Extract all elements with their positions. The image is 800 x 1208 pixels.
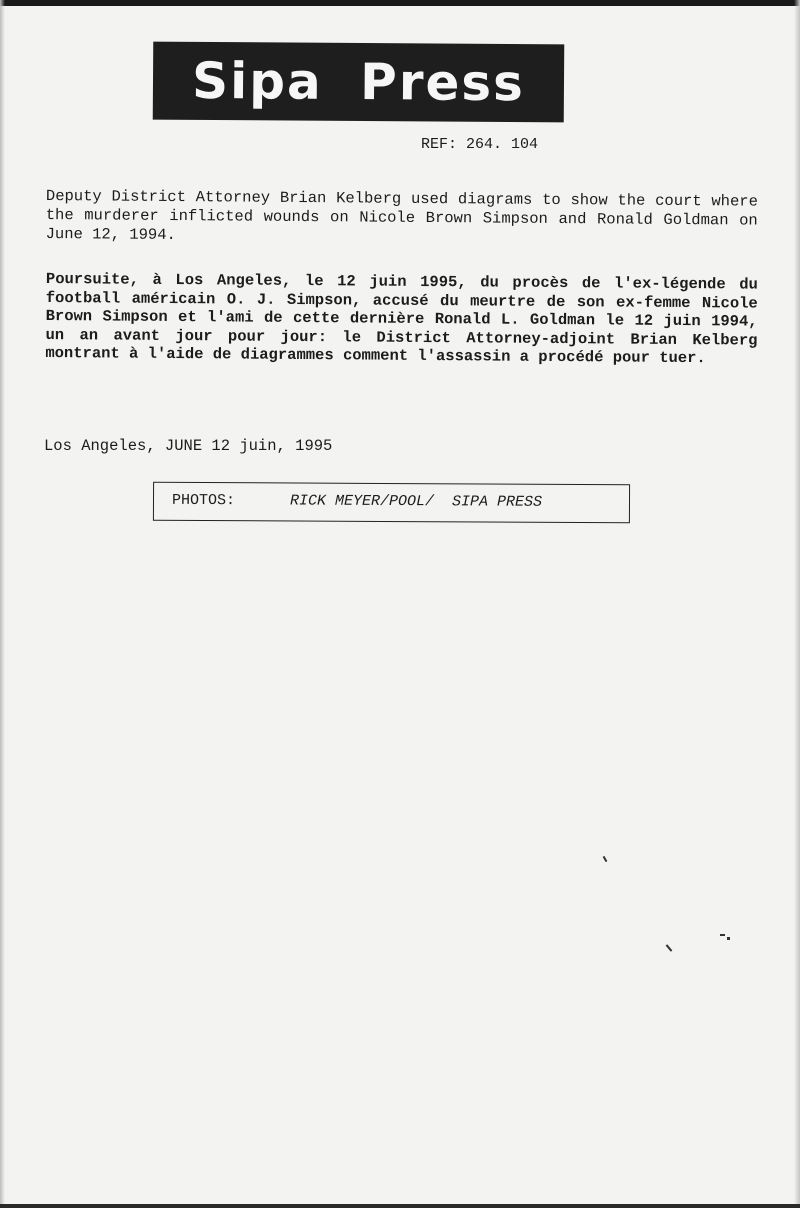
sipa-press-logo: [153, 42, 565, 123]
dateline: Los Angeles, JUNE 12 juin, 1995: [44, 437, 333, 455]
caption-french: Poursuite, à Los Angeles, le 12 juin 1995, du procès de l'ex-légende du football américain O. J. Simpson, accusé du meurtre de son ex-femme Nicole Brown Simpson et l'ami de cette dernière Ronald L. Goldman le 12 juin 1994, un an avant jour pour jour: le District Attorney-adjoint Brian Kelberg montrant à l'aide de diagrammes comment l'assassin a procédé pour tuer.: [45, 270, 758, 368]
caption-english: Deputy District Attorney Brian Kelberg used diagrams to show the court where the murderer inflicted wounds on Nicole Brown Simpson and Ronald Goldman on June 12, 1994.: [45, 187, 758, 245]
scan-speck: [666, 944, 673, 951]
photo-credit-value: RICK MEYER/POOL/ SIPA PRESS: [289, 492, 543, 511]
photo-credit-box: [153, 482, 630, 523]
logo-text: Sipa Press: [191, 51, 526, 113]
scan-speck: [603, 856, 608, 862]
reference-number: REF: 264. 104: [421, 136, 539, 153]
scan-speck: [727, 937, 730, 940]
scan-speck: [720, 934, 725, 936]
scan-left-edge: [0, 0, 5, 1208]
scan-right-edge: [794, 0, 800, 1208]
scan-top-edge: [0, 0, 800, 6]
photo-credit-label: PHOTOS:: [171, 491, 236, 510]
scan-bottom-edge: [0, 1204, 800, 1208]
